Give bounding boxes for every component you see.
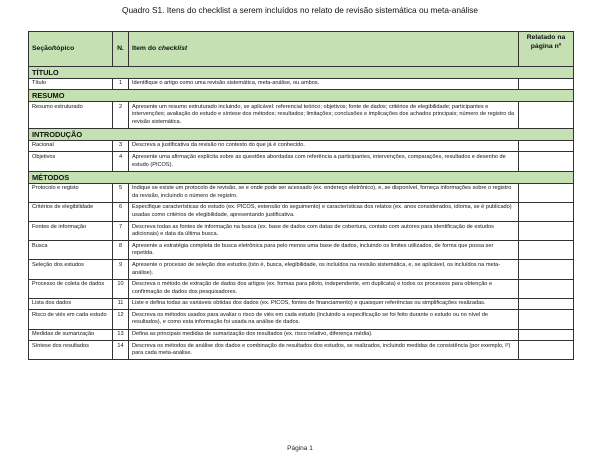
topic-cell: Protocolo e registo — [29, 183, 113, 202]
topic-cell: Racional — [29, 140, 113, 152]
reported-page-cell[interactable] — [519, 241, 574, 260]
item-number-cell: 5 — [113, 183, 129, 202]
reported-page-cell[interactable] — [519, 279, 574, 298]
reported-page-cell[interactable] — [519, 78, 574, 90]
item-number-cell: 7 — [113, 222, 129, 241]
reported-page-cell[interactable] — [519, 310, 574, 329]
table-row — [29, 152, 574, 171]
item-text-cell: Apresente o processo de seleção dos estudos (isto é, busca, elegibilidade, os incluídos na revisão sistemática, e, se aplicável, os incluídos na meta-análise). — [129, 260, 519, 279]
reported-page-cell[interactable] — [519, 222, 574, 241]
item-number-cell: 6 — [113, 202, 129, 221]
item-text-cell: Descreva todas as fontes de informação na busca (ex. base de dados com datas de cobertura, contato com autores para identificação de estudos adicionais) e data da última busca. — [129, 222, 519, 241]
topic-cell: Lista dos dados — [29, 298, 113, 310]
table-caption: Quadro S1. Itens do checklist a serem incluídos no relato de revisão sistemática ou meta-análise — [121, 5, 479, 15]
reported-page-cell[interactable] — [519, 102, 574, 129]
item-number-cell: 2 — [113, 102, 129, 129]
item-text-cell: Apresente uma afirmação explícita sobre as questões abordadas com referência a participantes, intervenções, comparações, resultados e desenho de estudo (PICOS). — [129, 152, 519, 171]
table-row — [29, 140, 574, 152]
section-row — [29, 128, 574, 140]
table-row — [29, 341, 574, 360]
reported-page-cell[interactable] — [519, 329, 574, 341]
reported-page-cell[interactable] — [519, 183, 574, 202]
section-title: TÍTULO — [29, 66, 574, 78]
reported-page-cell[interactable] — [519, 140, 574, 152]
reported-page-cell[interactable] — [519, 152, 574, 171]
table-row — [29, 241, 574, 260]
item-number-cell: 14 — [113, 341, 129, 360]
item-text-cell: Identifique o artigo como uma revisão sistemática, meta-análise, ou ambos. — [129, 78, 519, 90]
table-row — [29, 298, 574, 310]
item-number-cell: 11 — [113, 298, 129, 310]
topic-cell: Objetivos — [29, 152, 113, 171]
table-row — [29, 310, 574, 329]
header-number: N. — [113, 32, 129, 67]
checklist-table — [28, 31, 574, 360]
reported-page-cell[interactable] — [519, 341, 574, 360]
item-number-cell: 1 — [113, 78, 129, 90]
reported-page-cell[interactable] — [519, 260, 574, 279]
section-title: RESUMO — [29, 90, 574, 102]
item-text-cell: Liste e defina todas as variáveis obtidas dos dados (ex. PICOS, fontes de financiamento) e quaisquer referências ou simplificações realizadas. — [129, 298, 519, 310]
section-title: MÉTODOS — [29, 171, 574, 183]
section-row — [29, 90, 574, 102]
section-row — [29, 66, 574, 78]
header-checklist-item — [129, 32, 519, 67]
topic-cell: Resumo estruturado — [29, 102, 113, 129]
item-number-cell: 12 — [113, 310, 129, 329]
table-row — [29, 329, 574, 341]
table-row — [29, 279, 574, 298]
topic-cell: Título — [29, 78, 113, 90]
item-text-cell: Especifique características do estudo (ex. PICOS, extensão do seguimento) e características dos relatos (ex. anos considerados, idioma, se é publicado) usadas como critérios de elegibilidade, apresentando justificativa. — [129, 202, 519, 221]
header-reported-page: Relatado na página nº — [519, 32, 574, 67]
item-text-cell: Apresente um resumo estruturado incluindo, se aplicável: referencial teórico; objetivos; fonte de dados; critérios de elegibilidade; participantes e intervenções; avaliação do estudo e síntese dos métodos; resultados; limitações; conclusões e implicações dos achados principais; número de registro da revisão sistemática. — [129, 102, 519, 129]
topic-cell: Critérios de elegibilidade — [29, 202, 113, 221]
topic-cell: Síntese dos resultados — [29, 341, 113, 360]
item-number-cell: 13 — [113, 329, 129, 341]
item-text-cell: Descreva os métodos usados para avaliar o risco de viés em cada estudo (incluindo a especificação se foi feito durante o estudo ou no nível de resultados), e como esta informação foi usada na análise de dados. — [129, 310, 519, 329]
table-row — [29, 78, 574, 90]
table-row — [29, 222, 574, 241]
table-row — [29, 102, 574, 129]
table-body — [29, 66, 574, 360]
item-text-cell: Defina as principais medidas de sumarização dos resultados (ex. risco relativo, diferença média). — [129, 329, 519, 341]
section-row — [29, 171, 574, 183]
page-footer: Página 1 — [287, 445, 313, 452]
header-item-prefix: Item do — [132, 44, 159, 52]
header-item-emphasis: checklist — [158, 44, 188, 52]
table-row — [29, 260, 574, 279]
item-number-cell: 3 — [113, 140, 129, 152]
table-header-row — [29, 32, 574, 67]
item-text-cell: Descreva o método de extração de dados dos artigos (ex. formas para piloto, independente, em duplicata) e todos os processos para obtenção e confirmação de dados dos pesquisadores. — [129, 279, 519, 298]
topic-cell: Processo de coleta de dados — [29, 279, 113, 298]
section-title: INTRODUÇÃO — [29, 128, 574, 140]
item-text-cell: Indique se existe um protocolo de revisão, se e onde pode ser acessado (ex. endereço eletrônico), e, se disponível, forneça informações sobre o registro da revisão, incluindo o número de registro. — [129, 183, 519, 202]
reported-page-cell[interactable] — [519, 202, 574, 221]
item-number-cell: 9 — [113, 260, 129, 279]
item-number-cell: 10 — [113, 279, 129, 298]
table-row — [29, 183, 574, 202]
item-text-cell: Descreva os métodos de análise dos dados e combinação de resultados dos estudos, se realizados, incluindo medidas de consistência (por exemplo, I²) para cada meta-análise. — [129, 341, 519, 360]
item-number-cell: 4 — [113, 152, 129, 171]
topic-cell: Medidas de sumarização — [29, 329, 113, 341]
item-text-cell: Apresente a estratégia completa de busca eletrônica para pelo menos uma base de dados, incluindo os limites utilizados, de forma que possa ser repetida. — [129, 241, 519, 260]
topic-cell: Fontes de informação — [29, 222, 113, 241]
topic-cell: Busca — [29, 241, 113, 260]
header-section-topic: Seção/tópico — [29, 32, 113, 67]
item-text-cell: Descreva a justificativa da revisão no contexto do que já é conhecido. — [129, 140, 519, 152]
topic-cell: Risco de viés em cada estudo — [29, 310, 113, 329]
item-number-cell: 8 — [113, 241, 129, 260]
table-row — [29, 202, 574, 221]
topic-cell: Seleção dos estudos — [29, 260, 113, 279]
reported-page-cell[interactable] — [519, 298, 574, 310]
